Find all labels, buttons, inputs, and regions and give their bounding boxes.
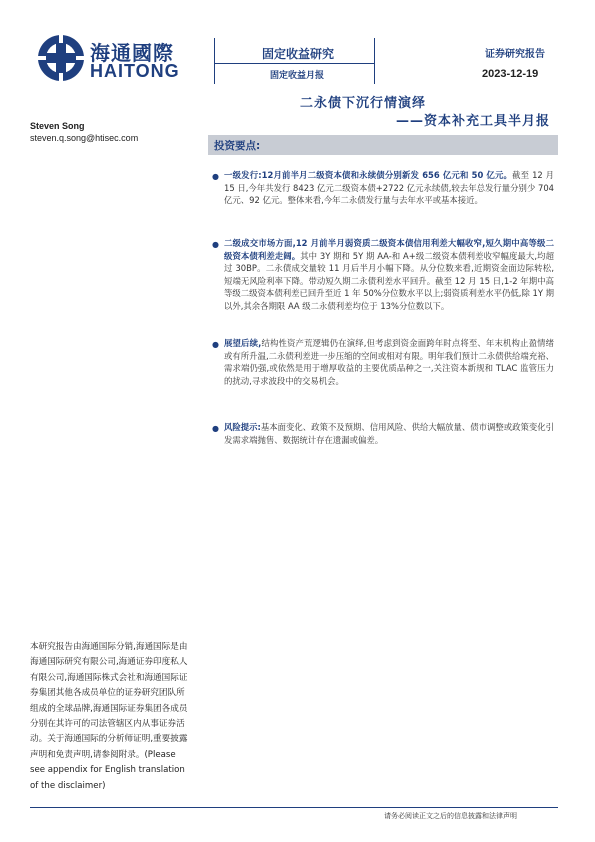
header-divider-mid	[214, 63, 374, 64]
author-block	[30, 120, 138, 144]
haitong-logo-icon	[36, 33, 86, 83]
report-subtitle: ——资本补充工具半月报	[396, 114, 551, 129]
header-divider-right	[374, 38, 375, 84]
key-points-heading: 投资要点:	[214, 140, 261, 152]
key-point-body: 基本面变化、政策不及预期、信用风险、供给大幅放量、债市调整或政策变化引发需求端抛售、数据统计存在遗漏或偏差。	[224, 422, 554, 445]
distribution-disclaimer: 本研究报告由海通国际分销,海通国际是由海通国际研究有限公司,海通证券印度私人有限公司,海通国际株式会社和海通国际证券集团其他各成员单位的证券研究团队所组成的全球品牌,海通国际证券集团各成员分别在其许可的司法管辖区内从事证券活动。关于海通国际的分析师证明,重要披露声明和免责声明,请参阅附录。(Please see appendix for English translation of the disclaimer)	[30, 642, 188, 791]
author-name: Steven Song	[30, 121, 85, 131]
key-point-2	[224, 237, 554, 313]
key-point-4	[224, 421, 554, 446]
haitong-logo	[36, 33, 191, 85]
key-point-lead: 风险提示:	[224, 422, 261, 432]
report-date: 2023-12-19	[482, 68, 539, 80]
report-type-label: 证券研究报告	[485, 49, 545, 60]
footer-notice: 请务必阅读正文之后的信息披露和法律声明	[384, 812, 517, 820]
footer-divider	[30, 807, 558, 808]
report-title: 二永债下沉行情演绎	[300, 96, 427, 111]
header-divider-left	[214, 38, 215, 84]
brand-cn: 海通國際	[90, 41, 174, 65]
author-email[interactable]: steven.q.song@htisec.com	[30, 133, 139, 143]
key-point-lead: 展望后续,	[224, 338, 262, 348]
key-point-body: 其中 3Y 期和 5Y 期 AA-和 A+级二级资本债利差收窄幅度最大,均超过 30BP。二永债成交量较 11 月后半月小幅下降。从分位数来看,近期资金面边际转松,短端无风险利率下降。带动短久期二永债利差水平回升。截至 12 月 15 日,1-2 年期中高等级二级资本债利差已回升至近 1 年 50%分位数水平以上;弱资质利差水平仍低,除 1Y 期以外,其余各期限 AA 级二永债利差均位于 13%分位数以下。	[224, 250, 554, 311]
category-label: 固定收益研究	[262, 47, 335, 61]
key-point-lead: 一级发行:12月前半月二级资本债和永续债分别新发 656 亿元和 50 亿元。	[224, 170, 513, 180]
bullet-icon: ●	[212, 340, 219, 349]
key-point-lead: 二级成交市场方面,12 月前半月弱资质二级资本债信用利差大幅收窄,短久期中高等级二级资本债利差走阔。	[224, 238, 554, 261]
key-point-body: 结构性资产荒逻辑仍在演绎,但考虑到资金面跨年时点将至、年末机构止盈情绪或有所升温,二永债利差进一步压缩的空间或相对有限。明年我们预计二永债供给端充裕、需求端仍强,或依然是用于增厚收益的主要优质品种之一,关注资本新规和 TLAC 监管压力的扰动,寻求波段中的交易机会。	[224, 338, 554, 386]
brand-en: HAITONG	[90, 61, 180, 81]
bullet-icon: ●	[212, 424, 219, 433]
key-point-3	[224, 337, 554, 387]
key-point-1	[224, 169, 554, 207]
key-point-body: 截至 12 月 15 日,今年共发行 8423 亿元二级资本债+2722 亿元永续债,较去年总发行量分别少 704 亿元、92 亿元。整体来看,今年二永债发行量与去年水平或基本接近。	[224, 170, 554, 206]
bullet-icon: ●	[212, 240, 219, 249]
key-points-header	[208, 135, 558, 155]
bullet-icon: ●	[212, 172, 219, 181]
subcategory-label: 固定收益月报	[270, 71, 325, 81]
